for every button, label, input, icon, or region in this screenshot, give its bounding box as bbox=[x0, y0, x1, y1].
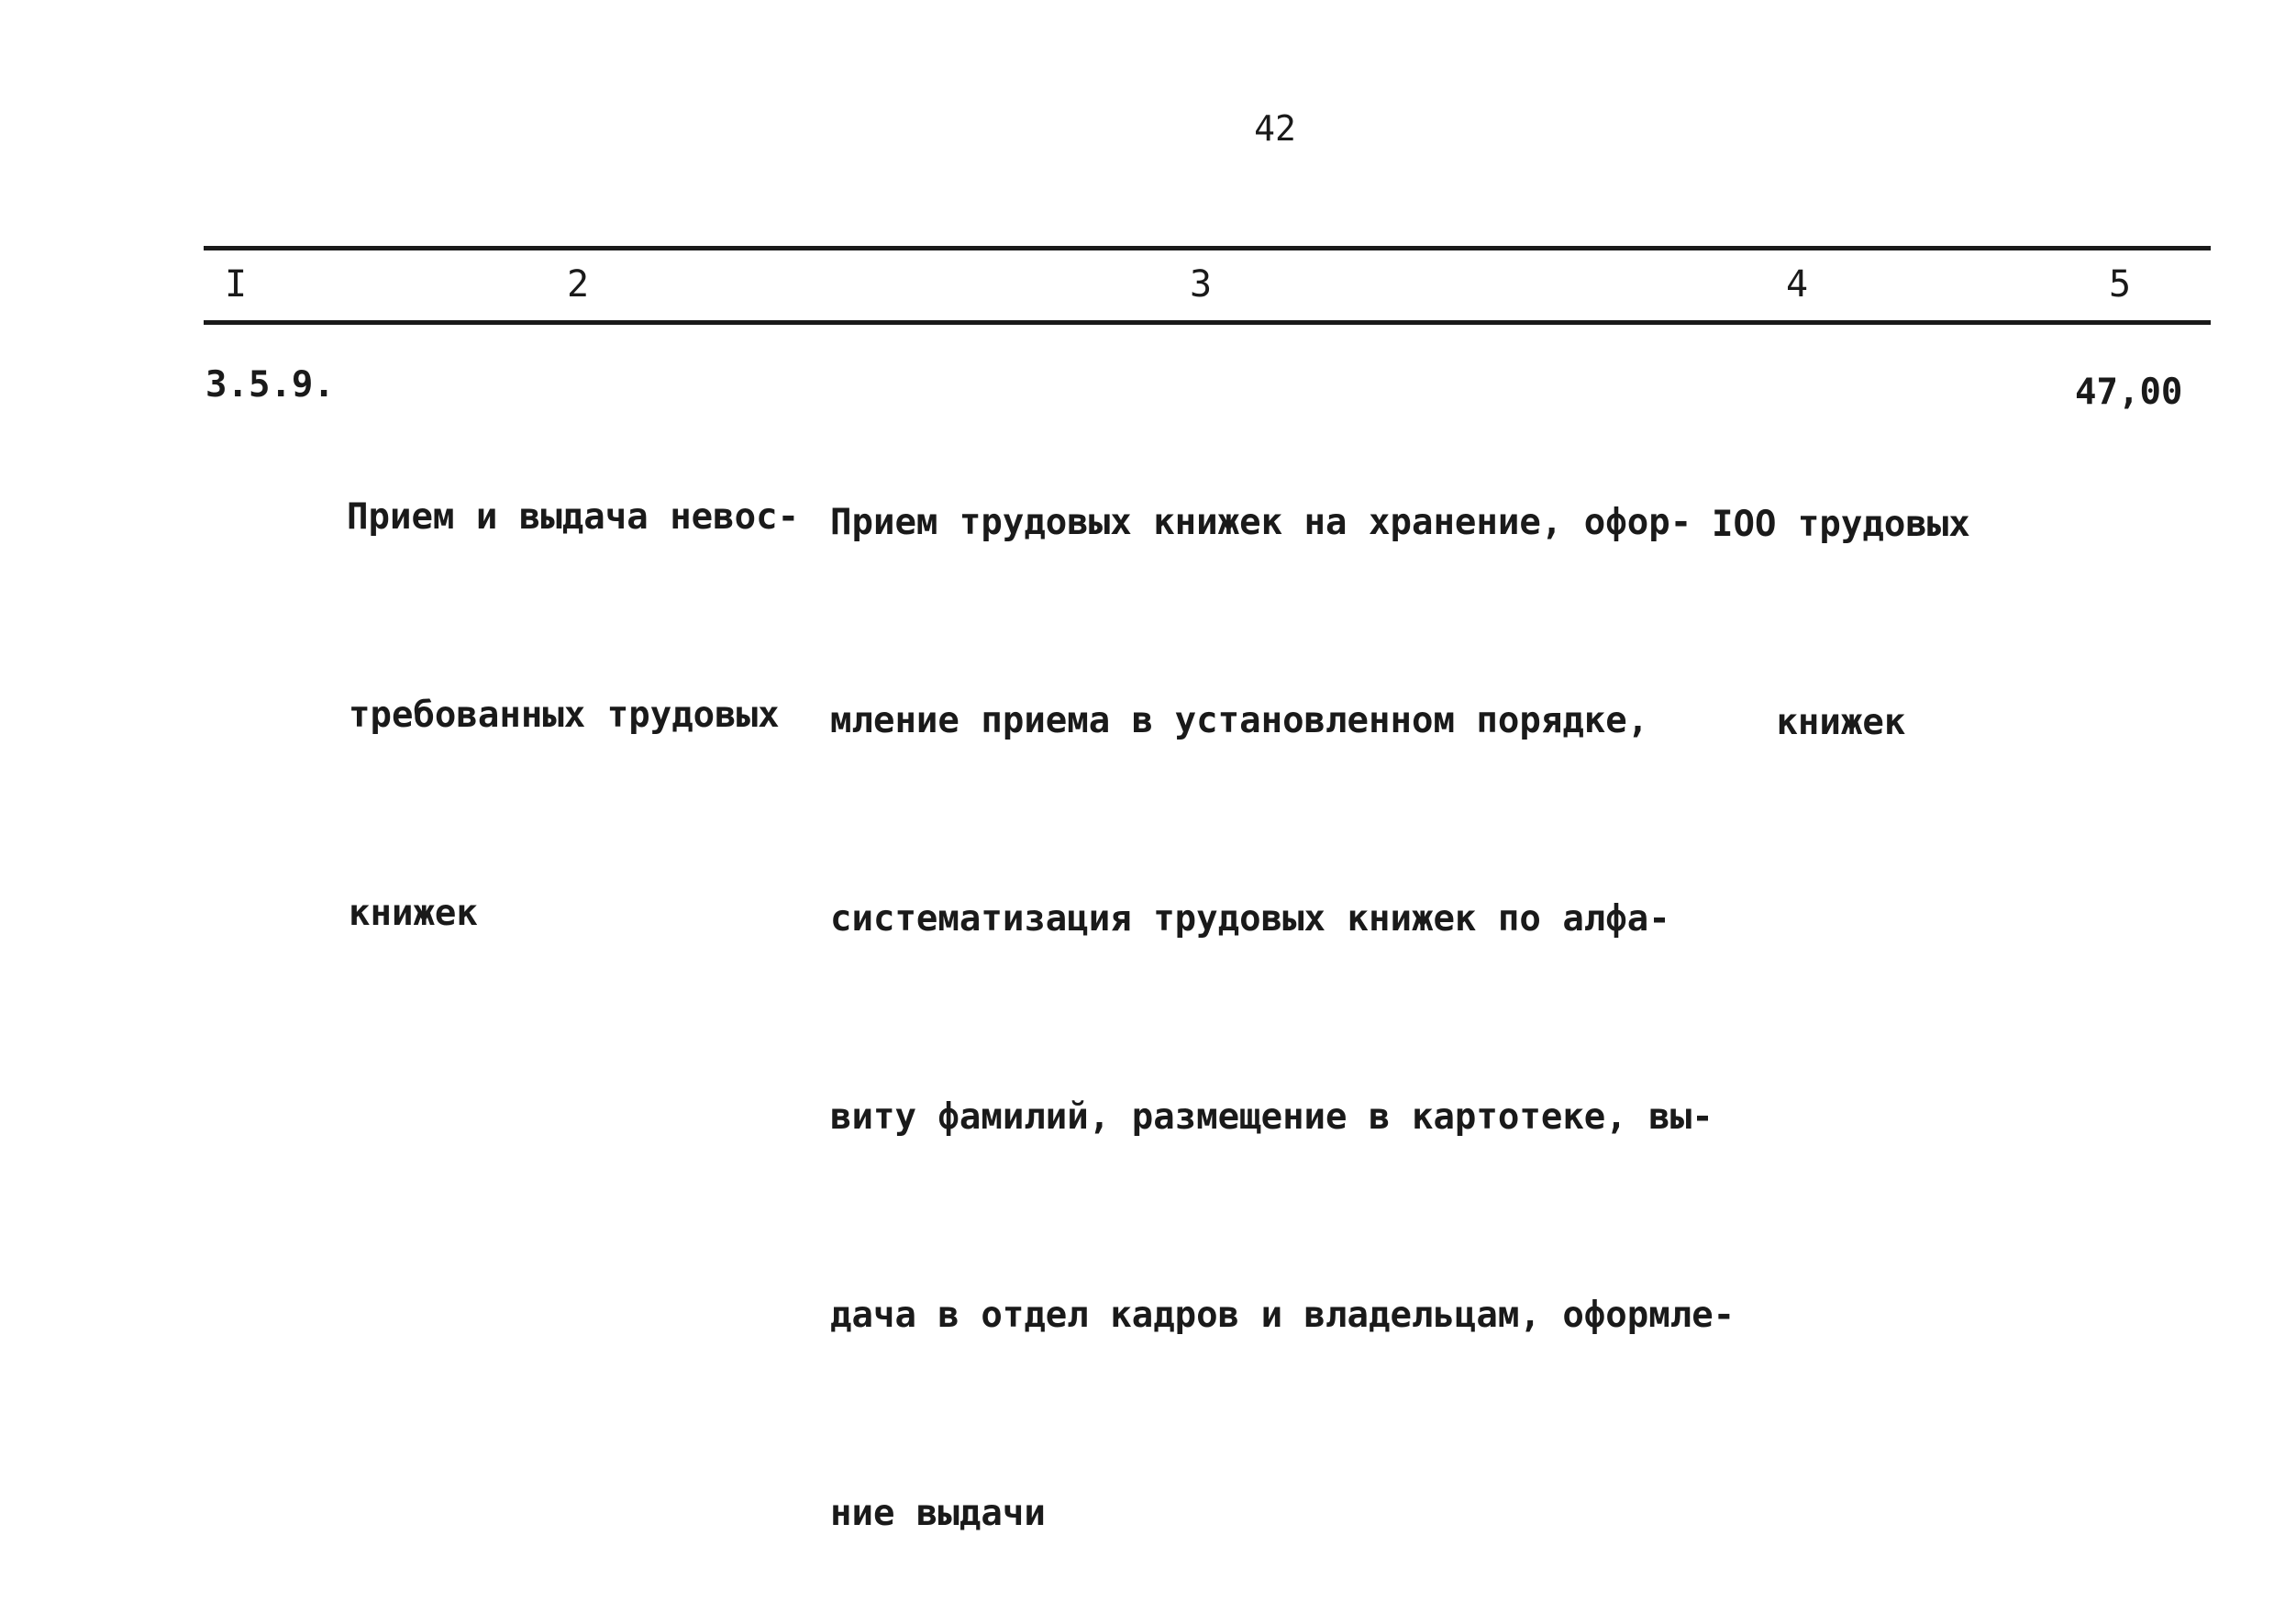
row-content-line: Прием трудовых книжек на хранение, офор- bbox=[830, 502, 1692, 543]
column-header-3: 3 bbox=[1189, 263, 1213, 306]
table-top-rule bbox=[204, 246, 2211, 250]
column-header-5: 5 bbox=[2108, 263, 2132, 306]
column-header-2: 2 bbox=[566, 263, 590, 306]
row-name-line: Прием и выдача невос- bbox=[347, 496, 800, 538]
row-unit bbox=[1712, 360, 1970, 822]
row-code: 3.5.9. bbox=[205, 364, 335, 406]
column-header-4: 4 bbox=[1785, 263, 1809, 306]
table-header-rule bbox=[204, 320, 2211, 325]
row-content-line: мление приема в установленном порядке, bbox=[830, 700, 1649, 741]
row-name-line: книжек bbox=[349, 893, 478, 934]
row-content-line: систематизация трудовых книжек по алфа- bbox=[830, 898, 1670, 940]
row-name-line: требованных трудовых bbox=[349, 695, 780, 736]
row-name bbox=[347, 352, 799, 1013]
row-unit-line: IOO трудовых bbox=[1712, 504, 1970, 545]
row-content bbox=[830, 358, 1735, 1613]
row-unit-line: книжек bbox=[1776, 702, 1906, 743]
row-content-line: виту фамилий, размещение в картотеке, вы- bbox=[830, 1096, 1714, 1138]
row-content-line: дача в отдел кадров и владельцам, оформле- bbox=[830, 1295, 1736, 1336]
column-header-1: I bbox=[224, 263, 248, 306]
row-value: 47,00 bbox=[2075, 372, 2183, 413]
row-content-line: ние выдачи bbox=[830, 1493, 1046, 1534]
page-number: 42 bbox=[1254, 108, 1296, 149]
